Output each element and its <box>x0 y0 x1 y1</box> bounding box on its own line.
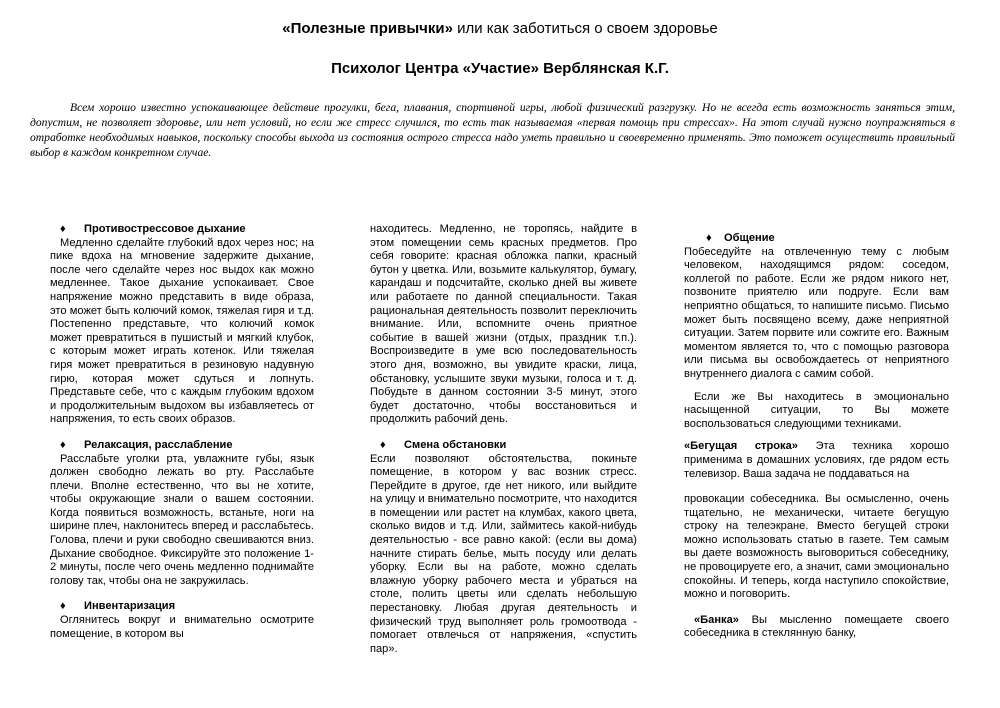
paragraph-techniques-intro: Если же Вы находитесь в эмоционально насыщенной ситуации, то Вы можете воспользоваться следующими техниками. <box>684 390 949 430</box>
technique-name-running-line: «Бегущая строка» <box>684 440 798 453</box>
paragraph-change-of-scene: Если позволяют обстоятельства, покиньте помещение, в котором у вас возник стресс. Перейдите в другое, где нет никого, или выйдите на улицу и внимательно посмотрите, что находится в помещении или растет на клумбах, какого цвета, сколько видов и т.д. Или, займитесь какой-нибудь деятельностью - все равно какой: (если вы дома) начните стирать белье, мыть посуду или делать уборку. Если вы на работе, можно сделать влажную уборку рабочего места и убраться на столе, полить цветы или сделать небольшую перестановку. Любая другая деятельность и физический труд выполняет роль громоотвода - помогает отвлечься от напряжения, «спустить пар». <box>370 452 637 655</box>
heading-text: Общение <box>724 232 775 244</box>
heading-text: Инвентаризация <box>84 600 176 613</box>
heading-text: Релаксация, расслабление <box>84 438 233 451</box>
document-title-bold: «Полезные привычки» <box>282 20 453 37</box>
section-heading-change-of-scene <box>370 439 637 453</box>
column-1 <box>50 223 314 641</box>
document-subtitle: Психолог Центра «Участие» Верблянская К.Г. <box>331 60 669 77</box>
document-title <box>0 20 1000 37</box>
paragraph-running-line-continued: провокации собеседника. Вы осмысленно, очень тщательно, не механически, читаете бегущую строку на телеэкране. Вместо бегущей строки можно использовать статью в газете. Тем самым вы даете возможность выговориться собеседнику, не провоцируете его, а значит, сами эмоционально спокойны. И теперь, когда наступило спокойствие, можно и поговорить. <box>684 493 949 601</box>
document-title-rest: или как заботиться о своем здоровье <box>452 20 718 37</box>
paragraph-running-line: «Бегущая строка» Эта техника хорошо применима в домашних условиях, где рядом есть телевизор. Ваша задача не поддаваться на <box>684 440 949 480</box>
diamond-bullet-icon: ♦ <box>60 438 66 451</box>
paragraph-jar: «Банка» Вы мысленно помещаете своего собеседника в стеклянную банку, <box>684 613 949 640</box>
paragraph-inventory-continued: находитесь. Медленно, не торопясь, найдите в этом помещении семь красных предметов. Про себя говорите: красная обложка папки, красный бутон у цветка. Или, возьмите калькулятор, бумагу, карандаш и подсчитайте, сколько дней вы живете или работаете по данной специальности. Такая рациональная деятельность позволит переключить внимание. Или, вспомните очень приятное событие в вашей жизни (отдых, праздник т.п.). Воспроизведите в уме всю последовательность этого дня, возможно, вы увидите краски, лица, обстановку, услышите звуки музыки, голоса и т. д. Побудьте в данном состоянии 3-5 минут, этого будет достаточно, чтобы восстановиться и продолжить рабочий день. <box>370 223 637 426</box>
section-heading-inventory <box>50 600 314 614</box>
heading-text: Смена обстановки <box>404 438 507 451</box>
column-3 <box>684 232 949 641</box>
intro-paragraph: Всем хорошо известно успокаивающее действие прогулки, бега, плавания, спортивной игры, любой физический разгрузку. Но не всегда есть возможность заняться этим, допустим, не позволяет здоровье, или нет условий, но если же стресс случился, то есть так называемая «первая помощь при стрессах». На этот случай нужно поупражняться в отработке необходимых навыков, поскольку способы выхода из состояния острого стресса надо уметь правильно и своевременно применять. Это поможет осуществить правильный выбор в каждом конкретном случае. <box>30 101 955 159</box>
diamond-bullet-icon: ♦ <box>60 600 66 613</box>
column-2 <box>370 223 637 656</box>
section-heading-breathing <box>50 223 314 237</box>
heading-text: Противострессовое дыхание <box>84 223 246 235</box>
paragraph-communication: Побеседуйте на отвлеченную тему с любым человеком, находящимся рядом: соседом, коллегой по работе. Если же рядом никого нет, позвоните приятелю или подруге. Если вам неприятно общаться, то напишите письмо. Письмо может быть посвящено всему, даже неприятной ситуации. Затем порвите или сожгите его. Важным моментом является то, что с помощью разговора или письма вы освобождаетесь от неприятного внутреннего диалога с самим собой. <box>684 245 949 380</box>
section-heading-communication <box>684 232 949 246</box>
diamond-bullet-icon: ♦ <box>380 438 386 451</box>
paragraph-inventory: Оглянитесь вокруг и внимательно осмотрите помещение, в котором вы <box>50 614 314 640</box>
paragraph-relaxation: Расслабьте уголки рта, увлажните губы, язык должен свободно лежать во рту. Расслабьте плечи. Вполне естественно, что вы не хотите, чтобы окружающие знали о вашем состоянии. Когда появиться возможность, встаньте, ноги на ширине плеч, наклонитесь вперед и расслабьтесь. Голова, плечи и руки свободно свешиваются вниз. Дыхание свободное. Фиксируйте это положение 1-2 минуты, после чего очень медленно поднимайте голову так, чтобы она не закружилась. <box>50 452 314 587</box>
diamond-bullet-icon: ♦ <box>60 223 66 235</box>
paragraph-breathing: Медленно сделайте глубокий вдох через нос; на пике вдоха на мгновение задержите дыхание, после чего сделайте через нос выдох как можно медленнее. Такое дыхание успокаивает. Свое напряжение можно представить в виде образа, это может быть колючий комок, тяжелая гиря и т.д. Постепенно представьте, что колючий комок может превратиться в пушистый и мягкий клубок, с которым может играть котенок. Или тяжелая гиря может превратиться в резиновую надувную гирю, которая может сдуться и лопнуть. Представьте себе, что с каждым глубоким вдохом и продолжительным выдохом вы избавляетесь от напряжения, то есть своих образов. <box>50 236 314 426</box>
diamond-bullet-icon: ♦ <box>706 232 712 244</box>
technique-name-jar: «Банка» <box>694 613 739 626</box>
section-heading-relaxation <box>50 439 314 453</box>
